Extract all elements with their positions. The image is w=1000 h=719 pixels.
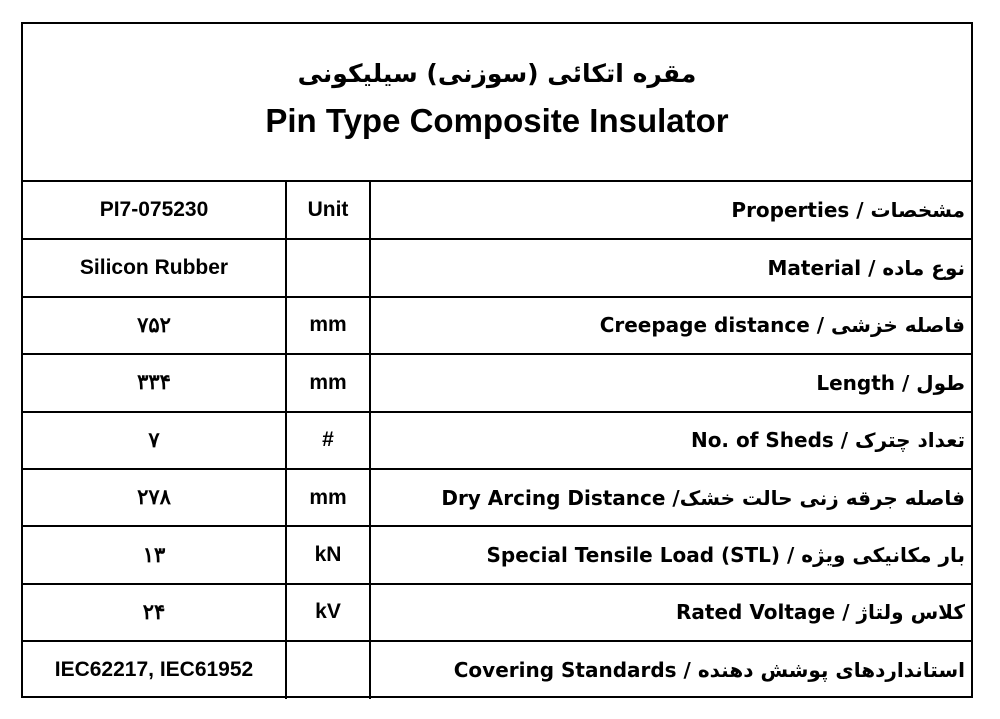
table-row [23,526,971,583]
unit-cell: mm [286,354,370,411]
value-cell: ۲۷۸ [23,469,286,526]
value-cell: ۱۳ [23,526,286,583]
property-cell: فاصله خزشی / Creepage distance [370,297,971,354]
unit-cell: mm [286,297,370,354]
unit-cell: kV [286,584,370,641]
model-number: PI7-075230 [23,182,286,239]
property-cell: تعداد چترک / No. of Sheds [370,412,971,469]
value-cell: ۲۴ [23,584,286,641]
value-cell: ۷ [23,412,286,469]
table-row [23,584,971,641]
properties-header: مشخصات / Properties [370,182,971,239]
property-cell: فاصله جرقه زنی حالت خشک/ Dry Arcing Distance [370,469,971,526]
unit-cell: kN [286,526,370,583]
unit-cell: mm [286,469,370,526]
property-cell: نوع ماده / Material [370,239,971,296]
unit-header: Unit [286,182,370,239]
table-row [23,641,971,698]
property-cell: طول / Length [370,354,971,411]
property-cell: استانداردهای پوشش دهنده / Covering Standards [370,641,971,698]
spec-sheet [21,22,973,698]
value-cell: Silicon Rubber [23,239,286,296]
value-cell: ۷۵۲ [23,297,286,354]
table-row [23,412,971,469]
title-persian: مقره اتکائی (سوزنی) سیلیکونی [297,58,697,88]
value-cell: IEC62217, IEC61952 [23,641,286,698]
property-cell: بار مکانیکی ویژه / Special Tensile Load (STL) [370,526,971,583]
value-cell: ۳۳۴ [23,354,286,411]
table-row [23,469,971,526]
table-row [23,239,971,296]
property-cell: کلاس ولتاژ / Rated Voltage [370,584,971,641]
unit-cell [286,239,370,296]
title-block [23,24,971,182]
unit-cell [286,641,370,698]
title-english: Pin Type Composite Insulator [265,101,729,139]
spec-table [23,182,971,699]
table-row-header [23,182,971,239]
table-row [23,297,971,354]
unit-cell: # [286,412,370,469]
table-row [23,354,971,411]
